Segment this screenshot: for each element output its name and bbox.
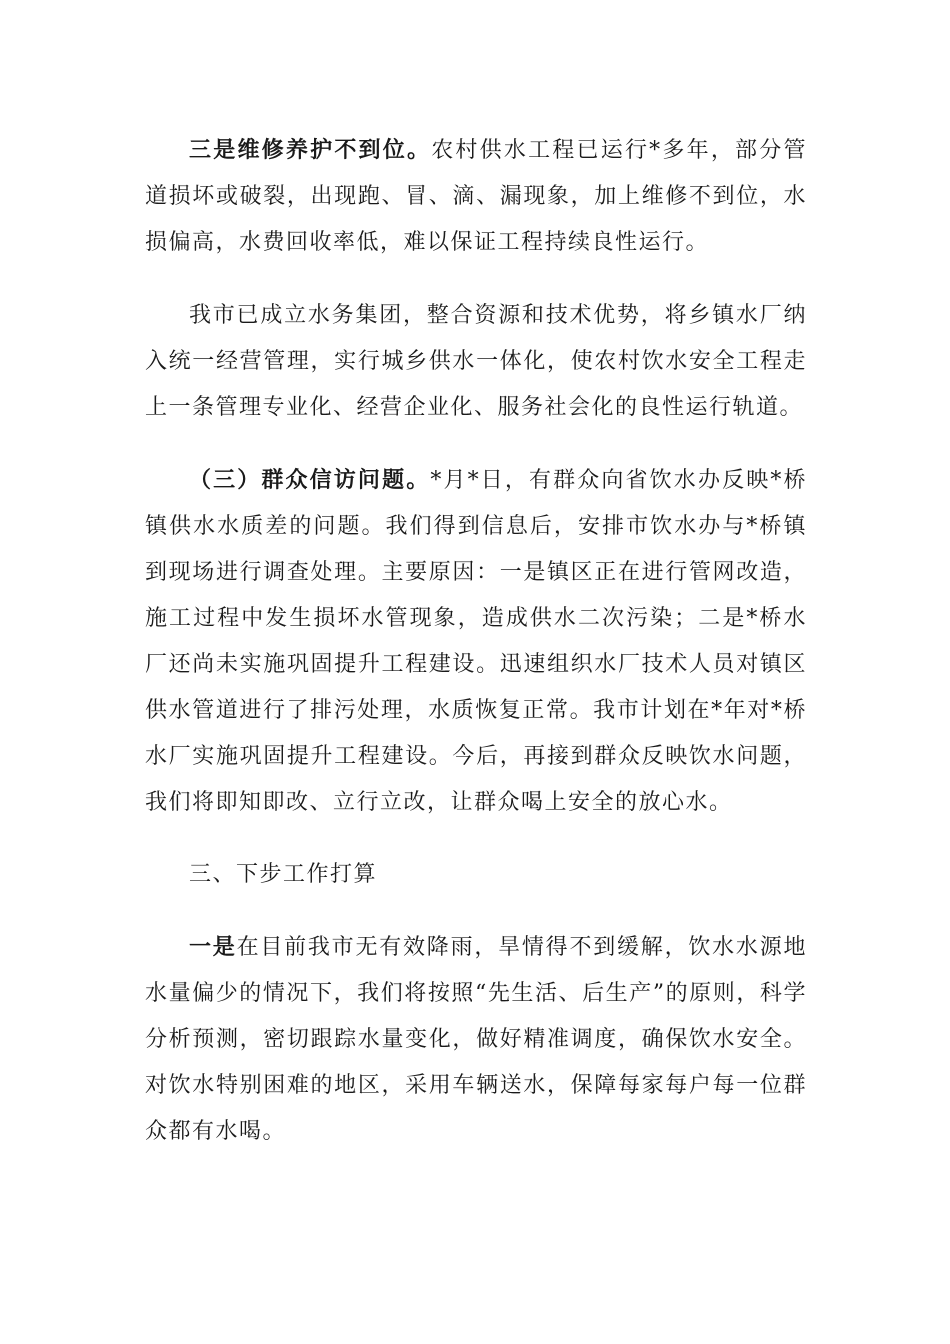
- paragraph-text: 在目前我市无有效降雨，旱情得不到缓解，饮水水源地水量偏少的情况下，我们将按照“先生活、后生产”的原则，科学分析预测，密切跟踪水量变化，做好精准调度，确保饮水安全。对饮水特别困难的地区，采用车辆送水，保障每家每户每一位群众都有水喝。: [145, 935, 807, 1144]
- section-heading: 三、下步工作打算: [189, 862, 378, 887]
- paragraph-lead: （三）群众信访问题。: [189, 467, 431, 493]
- paragraph-water-group: [145, 292, 807, 431]
- paragraph-maintenance: [145, 127, 807, 266]
- paragraph-petitions: [145, 457, 807, 826]
- paragraph-next-steps: [145, 924, 807, 1155]
- paragraph-text: 我市已成立水务集团，整合资源和技术优势，将乡镇水厂纳入统一经营管理，实行城乡供水一体化，使农村饮水安全工程走上一条管理专业化、经营企业化、服务社会化的良性运行轨道。: [145, 303, 807, 420]
- paragraph-text: 农村供水工程已运行*多年，部分管道损坏或破裂，出现跑、冒、滴、漏现象，加上维修不到位，水损偏高，水费回收率低，难以保证工程持续良性运行。: [145, 138, 807, 255]
- paragraph-text: *月*日，有群众向省饮水办反映*桥镇供水水质差的问题。我们得到信息后，安排市饮水办与*桥镇到现场进行调查处理。主要原因：一是镇区正在进行管网改造，施工过程中发生损坏水管现象，造成供水二次污染；二是*桥水厂还尚未实施巩固提升工程建设。迅速组织水厂技术人员对镇区供水管道进行了排污处理，水质恢复正常。我市计划在*年对*桥水厂实施巩固提升工程建设。今后，再接到群众反映饮水问题，我们将即知即改、立行立改，让群众喝上安全的放心水。: [145, 468, 807, 815]
- document-body: [145, 127, 807, 1181]
- paragraph-lead: 三是维修养护不到位。: [189, 137, 432, 163]
- paragraph-lead: 一是: [189, 934, 237, 960]
